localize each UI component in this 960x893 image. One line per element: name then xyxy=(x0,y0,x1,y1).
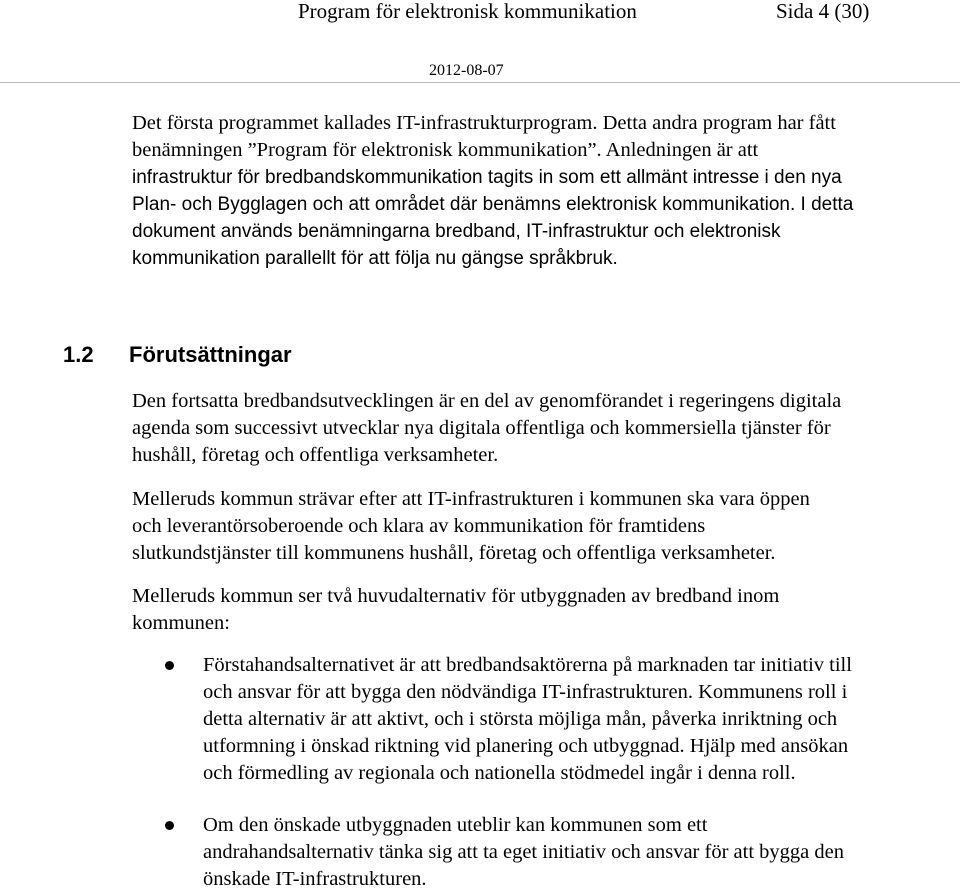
paragraph-line: agenda som successivt utvecklar nya digitala offentliga och kommersiella tjänster för xyxy=(132,417,831,439)
list-item-line: utformning i önskad riktning vid planering och utbyggnad. Hjälp med ansökan xyxy=(203,735,849,757)
page-number: Sida 4 (30) xyxy=(776,0,870,23)
paragraph-line: Melleruds kommun strävar efter att IT-infrastrukturen i kommunen ska vara öppen xyxy=(132,488,810,510)
bullet-icon xyxy=(165,661,174,670)
paragraph-line: hushåll, företag och offentliga verksamheter. xyxy=(132,444,499,466)
intro-line: benämningen ”Program för elektronisk kommunikation”. Anledningen är att xyxy=(132,139,759,161)
paragraph-alternatives-intro xyxy=(132,583,779,637)
alternatives-list xyxy=(132,652,952,893)
list-item-line: och ansvar för att bygga den nödvändiga IT-infrastrukturen. Kommunens roll i xyxy=(203,681,848,703)
list-item-line: och förmedling av regionala och nationella stödmedel ingår i denna roll. xyxy=(203,762,796,784)
document-title: Program för elektronisk kommunikation xyxy=(298,0,637,23)
list-item-line: önskade IT-infrastrukturen. xyxy=(203,868,427,890)
list-item xyxy=(132,652,952,787)
section-title: Förutsättningar xyxy=(129,342,292,367)
paragraph-municipal-goal xyxy=(132,486,810,567)
intro-line: dokument används benämningarna bredband, IT-infrastruktur och elektronisk xyxy=(132,221,781,242)
list-item-line: Förstahandsalternativet är att bredbandsaktörerna på marknaden tar initiativ till xyxy=(203,654,852,676)
paragraph-digital-agenda xyxy=(132,388,841,469)
paragraph-line: Melleruds kommun ser två huvudalternativ för utbyggnaden av bredband inom xyxy=(132,585,780,607)
document-date: 2012-08-07 xyxy=(429,62,504,79)
bullet-icon xyxy=(165,821,174,830)
intro-line: Det första programmet kallades IT-infrastrukturprogram. Detta andra program har fått xyxy=(132,112,836,134)
list-item xyxy=(132,812,952,893)
intro-line: Plan- och Bygglagen och att området där benämns elektronisk kommunikation. I detta xyxy=(132,194,854,215)
list-item-line: Om den önskade utbyggnaden uteblir kan kommunen som ett xyxy=(203,814,708,836)
intro-line: kommunikation parallellt för att följa nu gängse språkbruk. xyxy=(132,248,618,269)
paragraph-line: Den fortsatta bredbandsutvecklingen är en del av genomförandet i regeringens digitala xyxy=(132,390,842,412)
intro-line: infrastruktur för bredbandskommunikation tagits in som ett allmänt intresse i den nya xyxy=(132,167,842,188)
list-item-line: detta alternativ är att aktivt, och i största möjliga mån, påverka inriktning och xyxy=(203,708,838,730)
header-divider xyxy=(0,82,960,83)
intro-paragraph xyxy=(132,110,952,272)
section-number: 1.2 xyxy=(63,342,94,367)
paragraph-line: slutkundstjänster till kommunens hushåll, företag och offentliga verksamheter. xyxy=(132,542,776,564)
list-item-line: andrahandsalternativ tänka sig att ta eget initiativ och ansvar för att bygga den xyxy=(203,841,844,863)
paragraph-line: och leverantörsoberoende och klara av kommunikation för framtidens xyxy=(132,515,706,537)
section-heading xyxy=(63,341,292,369)
paragraph-line: kommunen: xyxy=(132,612,230,634)
